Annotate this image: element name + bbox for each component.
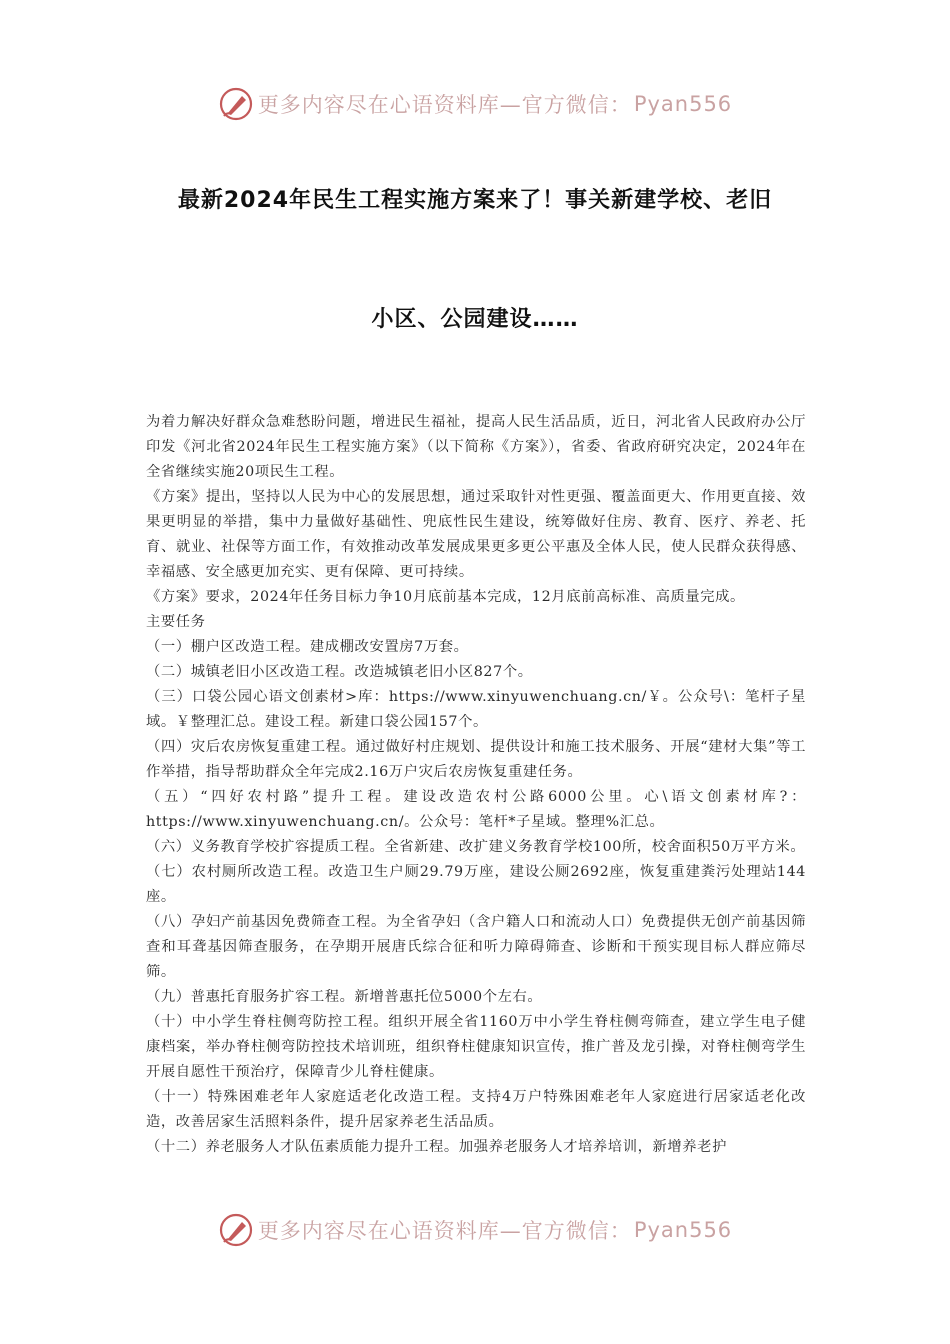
banner-wechat-id: Pyan556 xyxy=(633,92,733,116)
task-item: （三）口袋公园心语文创素材>库：https://www.xinyuwenchuang.cn/￥。公众号\：笔杆子星域。￥整理汇总。建设工程。新建口袋公园157个。 xyxy=(146,689,806,730)
task-item: （一）棚户区改造工程。建成棚改安置房7万套。 xyxy=(146,639,469,655)
task-item: （六）义务教育学校扩容提质工程。全省新建、改扩建义务教育学校100所，校舍面积50万平方米。 xyxy=(146,839,806,855)
section-heading: 主要任务 xyxy=(146,614,206,630)
header-banner xyxy=(0,82,950,126)
paragraph: 《方案》提出，坚持以人民为中心的发展思想，通过采取针对性更强、覆盖面更大、作用更直接、效果更明显的举措，集中力量做好基础性、兜底性民生建设，统筹做好住房、教育、医疗、养老、托育、就业、社保等方面工作，有效推动改革发展成果更多更公平惠及全体人民，使人民群众获得感、幸福感、安全感更加充实、更有保障、更可持续。 xyxy=(146,489,806,580)
task-item: （十）中小学生脊柱侧弯防控工程。组织开展全省1160万中小学生脊柱侧弯筛查，建立学生电子健康档案，举办脊柱侧弯防控技术培训班，组织脊柱健康知识宣传，推广普及龙引操，对脊柱侧弯学生开展自愿性干预治疗，保障青少儿脊柱健康。 xyxy=(146,1014,806,1080)
article-title-line-2: 小区、公园建设…… xyxy=(371,307,579,332)
task-item: （八）孕妇产前基因免费筛查工程。为全省孕妇（含户籍人口和流动人口）免费提供无创产前基因筛查和耳聋基因筛查服务，在孕期开展唐氏综合征和听力障碍筛查、诊断和干预实现目标人群应筛尽筛。 xyxy=(146,914,806,980)
task-item: （十二）养老服务人才队伍素质能力提升工程。加强养老服务人才培养培训，新增养老护 xyxy=(146,1139,727,1155)
paragraph: 《方案》要求，2024年任务目标力争10月底前基本完成，12月底前高标准、高质量完成。 xyxy=(146,589,745,605)
task-item: （七）农村厕所改造工程。改造卫生户厕29.79万座，建设公厕2692座，恢复重建粪污处理站144座。 xyxy=(146,864,806,905)
banner-text: 更多内容尽在心语资料库—官方微信： xyxy=(257,93,632,117)
footer-banner xyxy=(0,1208,950,1252)
banner-wechat-id: Pyan556 xyxy=(633,1218,733,1242)
task-item: （九）普惠托育服务扩容工程。新增普惠托位5000个左右。 xyxy=(146,989,543,1005)
article-title-line-1: 最新2024年民生工程实施方案来了！事关新建学校、老旧 xyxy=(177,188,773,213)
paragraph: 为着力解决好群众急难愁盼问题，增进民生福祉，提高人民生活品质，近日，河北省人民政府办公厅印发《河北省2024年民生工程实施方案》（以下简称《方案》），省委、省政府研究决定，2024年在全省继续实施20项民生工程。 xyxy=(146,414,806,480)
task-item: （四）灾后农房恢复重建工程。通过做好村庄规划、提供设计和施工技术服务、开展“建材大集”等工作举措，指导帮助群众全年完成2.16万户灾后农房恢复重建任务。 xyxy=(146,739,806,780)
article-body xyxy=(146,410,806,1160)
pen-nib-icon xyxy=(218,1212,254,1248)
banner-text: 更多内容尽在心语资料库—官方微信： xyxy=(257,1219,632,1243)
task-item: （二）城镇老旧小区改造工程。改造城镇老旧小区827个。 xyxy=(146,664,533,680)
task-item: （五）“四好农村路”提升工程。建设改造农村公路6000公里。心\语文创素材库?：https://www.xinyuwenchuang.cn/。公众号：笔杆*子星域。整理%汇总。 xyxy=(146,789,806,830)
pen-nib-icon xyxy=(218,86,254,122)
task-item: （十一）特殊困难老年人家庭适老化改造工程。支持4万户特殊困难老年人家庭进行居家适老化改造，改善居家生活照料条件，提升居家养老生活品质。 xyxy=(146,1089,806,1130)
